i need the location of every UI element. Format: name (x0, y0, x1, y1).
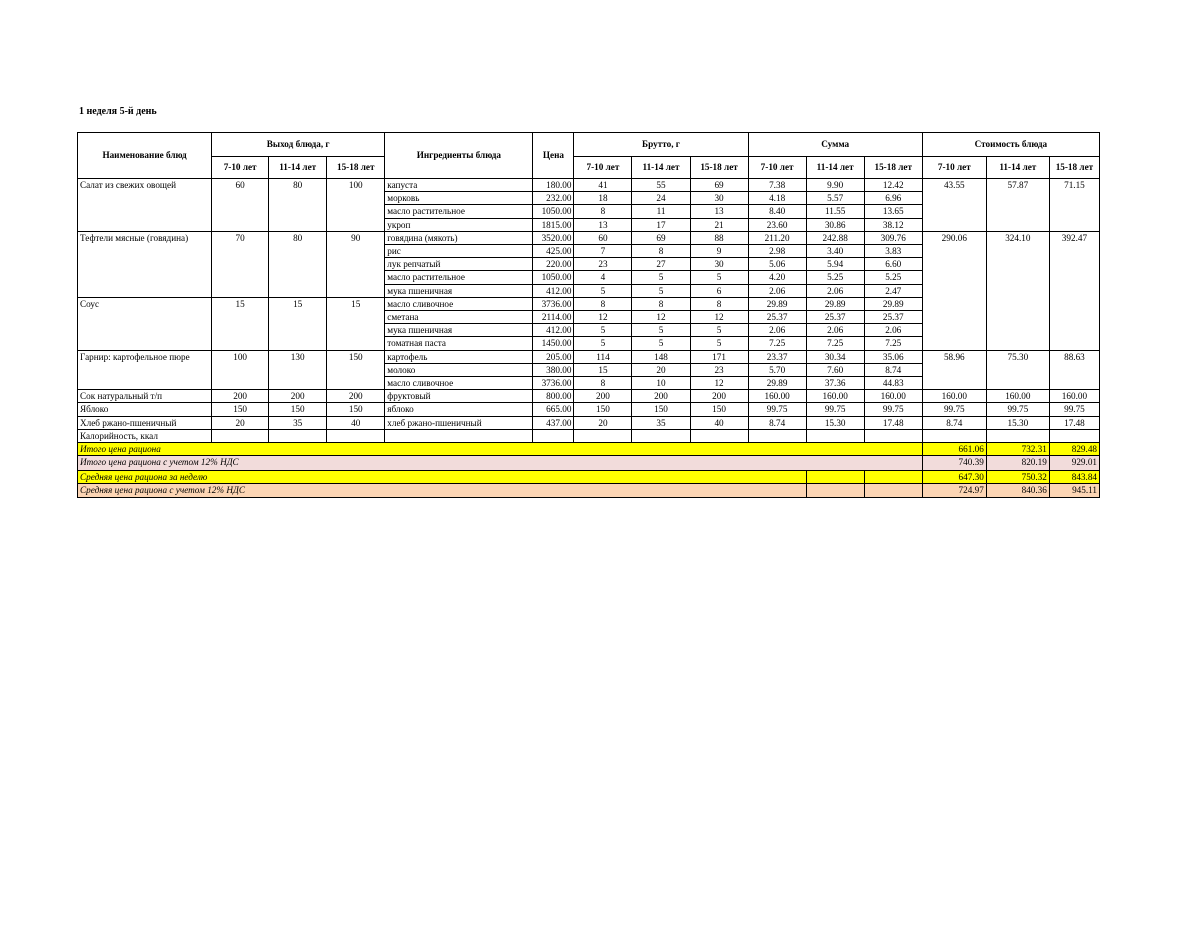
summary-row (78, 443, 1100, 456)
summary-row (78, 456, 1100, 471)
ingredient-sum: 15.30 (806, 416, 864, 429)
dish-output: 90 (327, 231, 385, 297)
summary-row (78, 484, 1100, 497)
calorie-empty-cell (269, 429, 327, 442)
ingredient-name: рис (385, 245, 533, 258)
summary-empty-cell (806, 471, 864, 484)
ingredient-name: масло растительное (385, 271, 533, 284)
ingredient-sum: 37.36 (806, 377, 864, 390)
ingredient-sum: 5.25 (864, 271, 922, 284)
ingredient-name: томатная паста (385, 337, 533, 350)
document-title: 1 неделя 5-й день (79, 106, 157, 117)
dish-cost: 43.55 (922, 179, 986, 232)
dish-cost: 15.30 (986, 416, 1049, 429)
ingredient-brutto: 23 (574, 258, 632, 271)
dish-cost: 71.15 (1049, 179, 1099, 232)
calorie-empty-cell (748, 429, 806, 442)
summary-value: 740.39 (922, 456, 986, 471)
ingredient-sum: 4.18 (748, 192, 806, 205)
ingredient-sum: 5.70 (748, 363, 806, 376)
ingredient-brutto: 8 (632, 297, 690, 310)
ingredient-sum: 2.06 (748, 284, 806, 297)
dish-output: 200 (212, 390, 269, 403)
ingredient-sum: 8.40 (748, 205, 806, 218)
header-output: Выход блюда, г (212, 133, 385, 157)
summary-label: Средняя цена рациона с учетом 12% НДС (78, 484, 807, 497)
ingredient-price: 180.00 (533, 179, 574, 192)
dish-name: Хлеб ржано-пшеничный (78, 416, 212, 429)
ingredient-sum: 44.83 (864, 377, 922, 390)
dish-output: 35 (269, 416, 327, 429)
ingredient-price: 205.00 (533, 350, 574, 363)
ingredient-name: молоко (385, 363, 533, 376)
ingredient-name: капуста (385, 179, 533, 192)
table-row (78, 403, 1100, 416)
summary-label: Итого цена рациона (78, 443, 923, 456)
dish-cost (922, 297, 986, 350)
ingredient-brutto: 17 (632, 218, 690, 231)
ingredient-brutto: 18 (574, 192, 632, 205)
ingredient-name: хлеб ржано-пшеничный (385, 416, 533, 429)
ingredient-sum: 309.76 (864, 231, 922, 244)
ingredient-sum: 8.74 (864, 363, 922, 376)
dish-output: 150 (269, 403, 327, 416)
ingredient-brutto: 15 (574, 363, 632, 376)
ingredient-sum: 5.25 (806, 271, 864, 284)
calorie-empty-cell (212, 429, 269, 442)
ingredient-brutto: 35 (632, 416, 690, 429)
ingredient-brutto: 23 (690, 363, 748, 376)
ingredient-brutto: 200 (574, 390, 632, 403)
ingredient-brutto: 55 (632, 179, 690, 192)
summary-value: 724.97 (922, 484, 986, 497)
summary-value: 929.01 (1049, 456, 1099, 471)
ingredient-brutto: 11 (632, 205, 690, 218)
dish-output: 100 (327, 179, 385, 232)
ingredient-sum: 2.06 (748, 324, 806, 337)
ingredient-name: мука пшеничная (385, 324, 533, 337)
table-row (78, 297, 1100, 310)
header-ingredients: Ингредиенты блюда (385, 133, 533, 179)
ingredient-name: яблоко (385, 403, 533, 416)
table-body (78, 179, 1100, 498)
ingredient-sum: 7.25 (806, 337, 864, 350)
ingredient-brutto: 4 (574, 271, 632, 284)
ingredient-brutto: 20 (632, 363, 690, 376)
ingredient-sum: 7.60 (806, 363, 864, 376)
ingredient-price: 412.00 (533, 324, 574, 337)
ingredient-brutto: 30 (690, 192, 748, 205)
summary-empty-cell (864, 471, 922, 484)
ingredient-brutto: 13 (690, 205, 748, 218)
calorie-empty-cell (1049, 429, 1099, 442)
dish-output: 200 (269, 390, 327, 403)
ingredient-sum: 12.42 (864, 179, 922, 192)
ingredient-price: 220.00 (533, 258, 574, 271)
ingredient-brutto: 5 (632, 271, 690, 284)
summary-value: 820.19 (986, 456, 1049, 471)
summary-value: 840.36 (986, 484, 1049, 497)
ingredient-brutto: 24 (632, 192, 690, 205)
dish-cost: 160.00 (1049, 390, 1099, 403)
ingredient-sum: 25.37 (864, 311, 922, 324)
ingredient-sum: 160.00 (748, 390, 806, 403)
ingredient-sum: 25.37 (806, 311, 864, 324)
ingredient-brutto: 5 (632, 337, 690, 350)
ingredient-sum: 242.88 (806, 231, 864, 244)
header-brutto-age-1: 11-14 лет (632, 157, 690, 179)
dish-output: 200 (327, 390, 385, 403)
ingredient-sum: 29.89 (864, 297, 922, 310)
calorie-empty-cell (385, 429, 533, 442)
summary-value: 945.11 (1049, 484, 1099, 497)
header-cost-age-2: 15-18 лет (1049, 157, 1099, 179)
calorie-empty-cell (806, 429, 864, 442)
dish-name: Салат из свежих овощей (78, 179, 212, 232)
ingredient-sum: 30.34 (806, 350, 864, 363)
dish-output: 130 (269, 350, 327, 390)
ingredient-sum: 38.12 (864, 218, 922, 231)
ingredient-brutto: 12 (632, 311, 690, 324)
header-output-age-2: 15-18 лет (327, 157, 385, 179)
ingredient-brutto: 114 (574, 350, 632, 363)
ingredient-brutto: 12 (690, 311, 748, 324)
ingredient-sum: 99.75 (806, 403, 864, 416)
ingredient-sum: 5.06 (748, 258, 806, 271)
ingredient-sum: 6.60 (864, 258, 922, 271)
ingredient-price: 800.00 (533, 390, 574, 403)
ingredient-name: морковь (385, 192, 533, 205)
ingredient-name: масло сливочное (385, 377, 533, 390)
ingredient-brutto: 5 (574, 337, 632, 350)
header-sum-age-1: 11-14 лет (806, 157, 864, 179)
calorie-empty-cell (690, 429, 748, 442)
ingredient-name: масло растительное (385, 205, 533, 218)
header-brutto-age-2: 15-18 лет (690, 157, 748, 179)
dish-cost: 75.30 (986, 350, 1049, 390)
ingredient-sum: 3.40 (806, 245, 864, 258)
dish-cost (986, 297, 1049, 350)
summary-value: 647.30 (922, 471, 986, 484)
calorie-empty-cell (327, 429, 385, 442)
ingredient-brutto: 7 (574, 245, 632, 258)
header-sum: Сумма (748, 133, 922, 157)
ingredient-sum: 2.47 (864, 284, 922, 297)
ingredient-sum: 6.96 (864, 192, 922, 205)
dish-output: 150 (327, 403, 385, 416)
summary-value: 732.31 (986, 443, 1049, 456)
ingredient-sum: 160.00 (806, 390, 864, 403)
header-output-age-1: 11-14 лет (269, 157, 327, 179)
summary-empty-cell (806, 484, 864, 497)
calorie-label: Калорийность, ккал (78, 429, 212, 442)
ingredient-sum: 7.25 (748, 337, 806, 350)
dish-cost: 99.75 (986, 403, 1049, 416)
ingredient-name: масло сливочное (385, 297, 533, 310)
ingredient-sum: 30.86 (806, 218, 864, 231)
dish-name: Соус (78, 297, 212, 350)
ingredient-sum: 11.55 (806, 205, 864, 218)
ingredient-name: мука пшеничная (385, 284, 533, 297)
dish-output: 70 (212, 231, 269, 297)
ingredient-brutto: 20 (574, 416, 632, 429)
ingredient-sum: 25.37 (748, 311, 806, 324)
ingredient-sum: 29.89 (748, 297, 806, 310)
ingredient-brutto: 8 (574, 377, 632, 390)
dish-cost: 88.63 (1049, 350, 1099, 390)
dish-cost: 57.87 (986, 179, 1049, 232)
dish-name: Яблоко (78, 403, 212, 416)
dish-output: 80 (269, 231, 327, 297)
dish-output: 20 (212, 416, 269, 429)
ingredient-name: картофель (385, 350, 533, 363)
dish-cost (1049, 297, 1099, 350)
dish-cost: 99.75 (922, 403, 986, 416)
ingredient-price: 1050.00 (533, 205, 574, 218)
ingredient-brutto: 10 (632, 377, 690, 390)
ingredient-price: 2114.00 (533, 311, 574, 324)
dish-cost: 99.75 (1049, 403, 1099, 416)
summary-value: 829.48 (1049, 443, 1099, 456)
dish-output: 15 (212, 297, 269, 350)
ingredient-brutto: 148 (632, 350, 690, 363)
ingredient-brutto: 8 (574, 205, 632, 218)
ingredient-brutto: 30 (690, 258, 748, 271)
ingredient-brutto: 8 (690, 297, 748, 310)
dish-output: 80 (269, 179, 327, 232)
calorie-row (78, 429, 1100, 442)
ingredient-brutto: 12 (690, 377, 748, 390)
table-row (78, 416, 1100, 429)
ingredient-sum: 5.94 (806, 258, 864, 271)
ingredient-price: 425.00 (533, 245, 574, 258)
ingredient-sum: 17.48 (864, 416, 922, 429)
ingredient-brutto: 41 (574, 179, 632, 192)
ingredient-sum: 99.75 (864, 403, 922, 416)
header-sum-age-0: 7-10 лет (748, 157, 806, 179)
ingredient-name: укроп (385, 218, 533, 231)
dish-cost: 290.06 (922, 231, 986, 297)
calorie-empty-cell (986, 429, 1049, 442)
ingredient-price: 437.00 (533, 416, 574, 429)
ingredient-price: 3520.00 (533, 231, 574, 244)
ingredient-sum: 23.60 (748, 218, 806, 231)
dish-name: Сок натуральный т/п (78, 390, 212, 403)
dish-cost: 58.96 (922, 350, 986, 390)
dish-cost: 160.00 (986, 390, 1049, 403)
header-cost-age-0: 7-10 лет (922, 157, 986, 179)
ingredient-brutto: 88 (690, 231, 748, 244)
dish-name: Тефтели мясные (говядина) (78, 231, 212, 297)
header-brutto: Брутто, г (574, 133, 748, 157)
ingredient-brutto: 9 (690, 245, 748, 258)
ingredient-brutto: 8 (632, 245, 690, 258)
ingredient-brutto: 6 (690, 284, 748, 297)
ingredient-sum: 29.89 (748, 377, 806, 390)
dish-output: 60 (212, 179, 269, 232)
ingredient-brutto: 200 (690, 390, 748, 403)
ingredient-sum: 3.83 (864, 245, 922, 258)
ingredient-price: 3736.00 (533, 297, 574, 310)
header-price: Цена (533, 133, 574, 179)
calorie-empty-cell (533, 429, 574, 442)
dish-output: 100 (212, 350, 269, 390)
summary-value: 750.32 (986, 471, 1049, 484)
ingredient-brutto: 40 (690, 416, 748, 429)
dish-cost: 17.48 (1049, 416, 1099, 429)
ingredient-sum: 2.06 (864, 324, 922, 337)
dish-name: Гарнир: картофельное пюре (78, 350, 212, 390)
ingredient-sum: 5.57 (806, 192, 864, 205)
ingredient-sum: 35.06 (864, 350, 922, 363)
summary-value: 843.84 (1049, 471, 1099, 484)
ingredient-brutto: 150 (632, 403, 690, 416)
ingredient-sum: 7.38 (748, 179, 806, 192)
table-row (78, 390, 1100, 403)
dish-output: 40 (327, 416, 385, 429)
ingredient-sum: 99.75 (748, 403, 806, 416)
ingredient-sum: 2.06 (806, 324, 864, 337)
header-cost: Стоимость блюда (922, 133, 1099, 157)
ingredient-brutto: 150 (574, 403, 632, 416)
ingredient-sum: 13.65 (864, 205, 922, 218)
header-cost-age-1: 11-14 лет (986, 157, 1049, 179)
ingredient-brutto: 5 (574, 324, 632, 337)
dish-output: 150 (212, 403, 269, 416)
summary-value: 661.06 (922, 443, 986, 456)
ingredient-name: говядина (мякоть) (385, 231, 533, 244)
ingredient-sum: 2.98 (748, 245, 806, 258)
ingredient-sum: 4.20 (748, 271, 806, 284)
age-header-row (78, 157, 1100, 179)
ingredient-brutto: 5 (690, 324, 748, 337)
ingredient-price: 1450.00 (533, 337, 574, 350)
dish-output: 15 (327, 297, 385, 350)
ingredient-brutto: 5 (632, 324, 690, 337)
table-row (78, 350, 1100, 363)
summary-label: Средняя цена рациона за неделю (78, 471, 807, 484)
calorie-empty-cell (922, 429, 986, 442)
header-brutto-age-0: 7-10 лет (574, 157, 632, 179)
dish-cost: 160.00 (922, 390, 986, 403)
dish-output: 150 (327, 350, 385, 390)
ingredient-sum: 9.90 (806, 179, 864, 192)
ingredient-sum: 2.06 (806, 284, 864, 297)
ingredient-price: 665.00 (533, 403, 574, 416)
ingredient-sum: 7.25 (864, 337, 922, 350)
calorie-empty-cell (864, 429, 922, 442)
ingredient-brutto: 69 (632, 231, 690, 244)
ingredient-price: 232.00 (533, 192, 574, 205)
ingredient-brutto: 21 (690, 218, 748, 231)
ingredient-brutto: 5 (690, 337, 748, 350)
ingredient-price: 380.00 (533, 363, 574, 376)
ingredient-sum: 23.37 (748, 350, 806, 363)
ingredient-brutto: 69 (690, 179, 748, 192)
menu-table (77, 132, 1100, 498)
summary-row (78, 471, 1100, 484)
ingredient-brutto: 60 (574, 231, 632, 244)
ingredient-brutto: 5 (574, 284, 632, 297)
table-row (78, 231, 1100, 244)
ingredient-name: сметана (385, 311, 533, 324)
ingredient-name: фруктовый (385, 390, 533, 403)
ingredient-brutto: 27 (632, 258, 690, 271)
ingredient-name: лук репчатый (385, 258, 533, 271)
dish-cost: 324.10 (986, 231, 1049, 297)
summary-label: Итого цена рациона с учетом 12% НДС (78, 456, 923, 471)
calorie-empty-cell (632, 429, 690, 442)
ingredient-brutto: 13 (574, 218, 632, 231)
ingredient-price: 1050.00 (533, 271, 574, 284)
header-dish-name: Наименование блюд (78, 133, 212, 179)
ingredient-price: 412.00 (533, 284, 574, 297)
ingredient-brutto: 200 (632, 390, 690, 403)
table-row (78, 179, 1100, 192)
ingredient-sum: 160.00 (864, 390, 922, 403)
ingredient-sum: 29.89 (806, 297, 864, 310)
ingredient-brutto: 12 (574, 311, 632, 324)
ingredient-brutto: 8 (574, 297, 632, 310)
header-output-age-0: 7-10 лет (212, 157, 269, 179)
header-sum-age-2: 15-18 лет (864, 157, 922, 179)
ingredient-brutto: 171 (690, 350, 748, 363)
ingredient-brutto: 5 (690, 271, 748, 284)
ingredient-price: 3736.00 (533, 377, 574, 390)
ingredient-sum: 211.20 (748, 231, 806, 244)
ingredient-price: 1815.00 (533, 218, 574, 231)
summary-empty-cell (864, 484, 922, 497)
calorie-empty-cell (574, 429, 632, 442)
dish-cost: 392.47 (1049, 231, 1099, 297)
dish-output: 15 (269, 297, 327, 350)
ingredient-brutto: 150 (690, 403, 748, 416)
dish-cost: 8.74 (922, 416, 986, 429)
ingredient-brutto: 5 (632, 284, 690, 297)
table-header (78, 133, 1100, 179)
ingredient-sum: 8.74 (748, 416, 806, 429)
